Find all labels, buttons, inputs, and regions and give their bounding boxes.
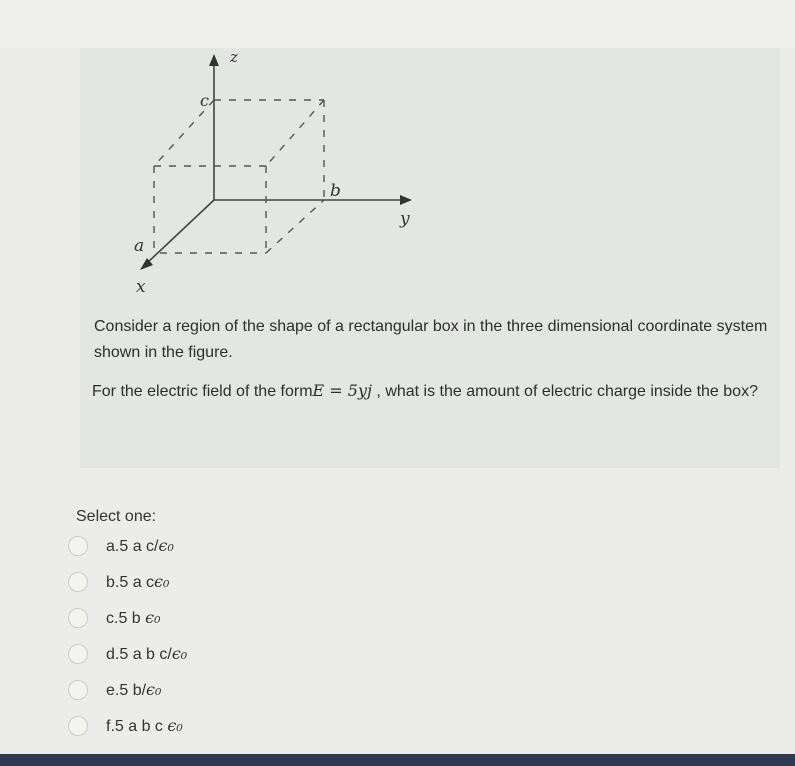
option-label: a.5 a c/ϵ₀ bbox=[106, 536, 174, 555]
field-expression: E = 5yj bbox=[312, 381, 372, 400]
option-e[interactable] bbox=[68, 676, 368, 704]
question-description: Consider a region of the shape of a rectangular box in the three dimensional coordinate system shown in the figure. bbox=[94, 318, 768, 361]
dimension-b-label: b bbox=[330, 181, 341, 201]
option-label: f.5 a b c ϵ₀ bbox=[106, 716, 183, 735]
dimension-c-label: c bbox=[200, 91, 209, 110]
radio-button[interactable] bbox=[68, 572, 88, 592]
question-prompt bbox=[92, 378, 772, 405]
option-f[interactable] bbox=[68, 712, 368, 740]
question-prefix: For the electric field of the form bbox=[92, 383, 313, 400]
y-axis-label: y bbox=[400, 209, 410, 229]
bottom-edge bbox=[0, 754, 795, 766]
option-label: d.5 a b c/ϵ₀ bbox=[106, 644, 188, 663]
z-axis-label: z bbox=[230, 48, 238, 66]
x-axis-label: x bbox=[136, 277, 146, 297]
option-label: b.5 a cϵ₀ bbox=[106, 572, 170, 591]
select-one-label: Select one: bbox=[76, 508, 157, 525]
radio-button[interactable] bbox=[68, 644, 88, 664]
option-c[interactable] bbox=[68, 604, 368, 632]
question-suffix: , what is the amount of electric charge inside the box? bbox=[376, 383, 758, 400]
dimension-a-label: a bbox=[134, 236, 145, 256]
option-d[interactable] bbox=[68, 640, 368, 668]
coordinate-diagram bbox=[120, 48, 440, 298]
radio-button[interactable] bbox=[68, 680, 88, 700]
radio-button[interactable] bbox=[68, 716, 88, 736]
radio-button[interactable] bbox=[68, 536, 88, 556]
option-a[interactable] bbox=[68, 532, 368, 560]
radio-button[interactable] bbox=[68, 608, 88, 628]
option-label: c.5 b ϵ₀ bbox=[106, 608, 161, 627]
option-label: e.5 b/ϵ₀ bbox=[106, 680, 162, 699]
box-figure bbox=[120, 48, 440, 298]
option-b[interactable] bbox=[68, 568, 368, 596]
top-band bbox=[0, 0, 795, 48]
